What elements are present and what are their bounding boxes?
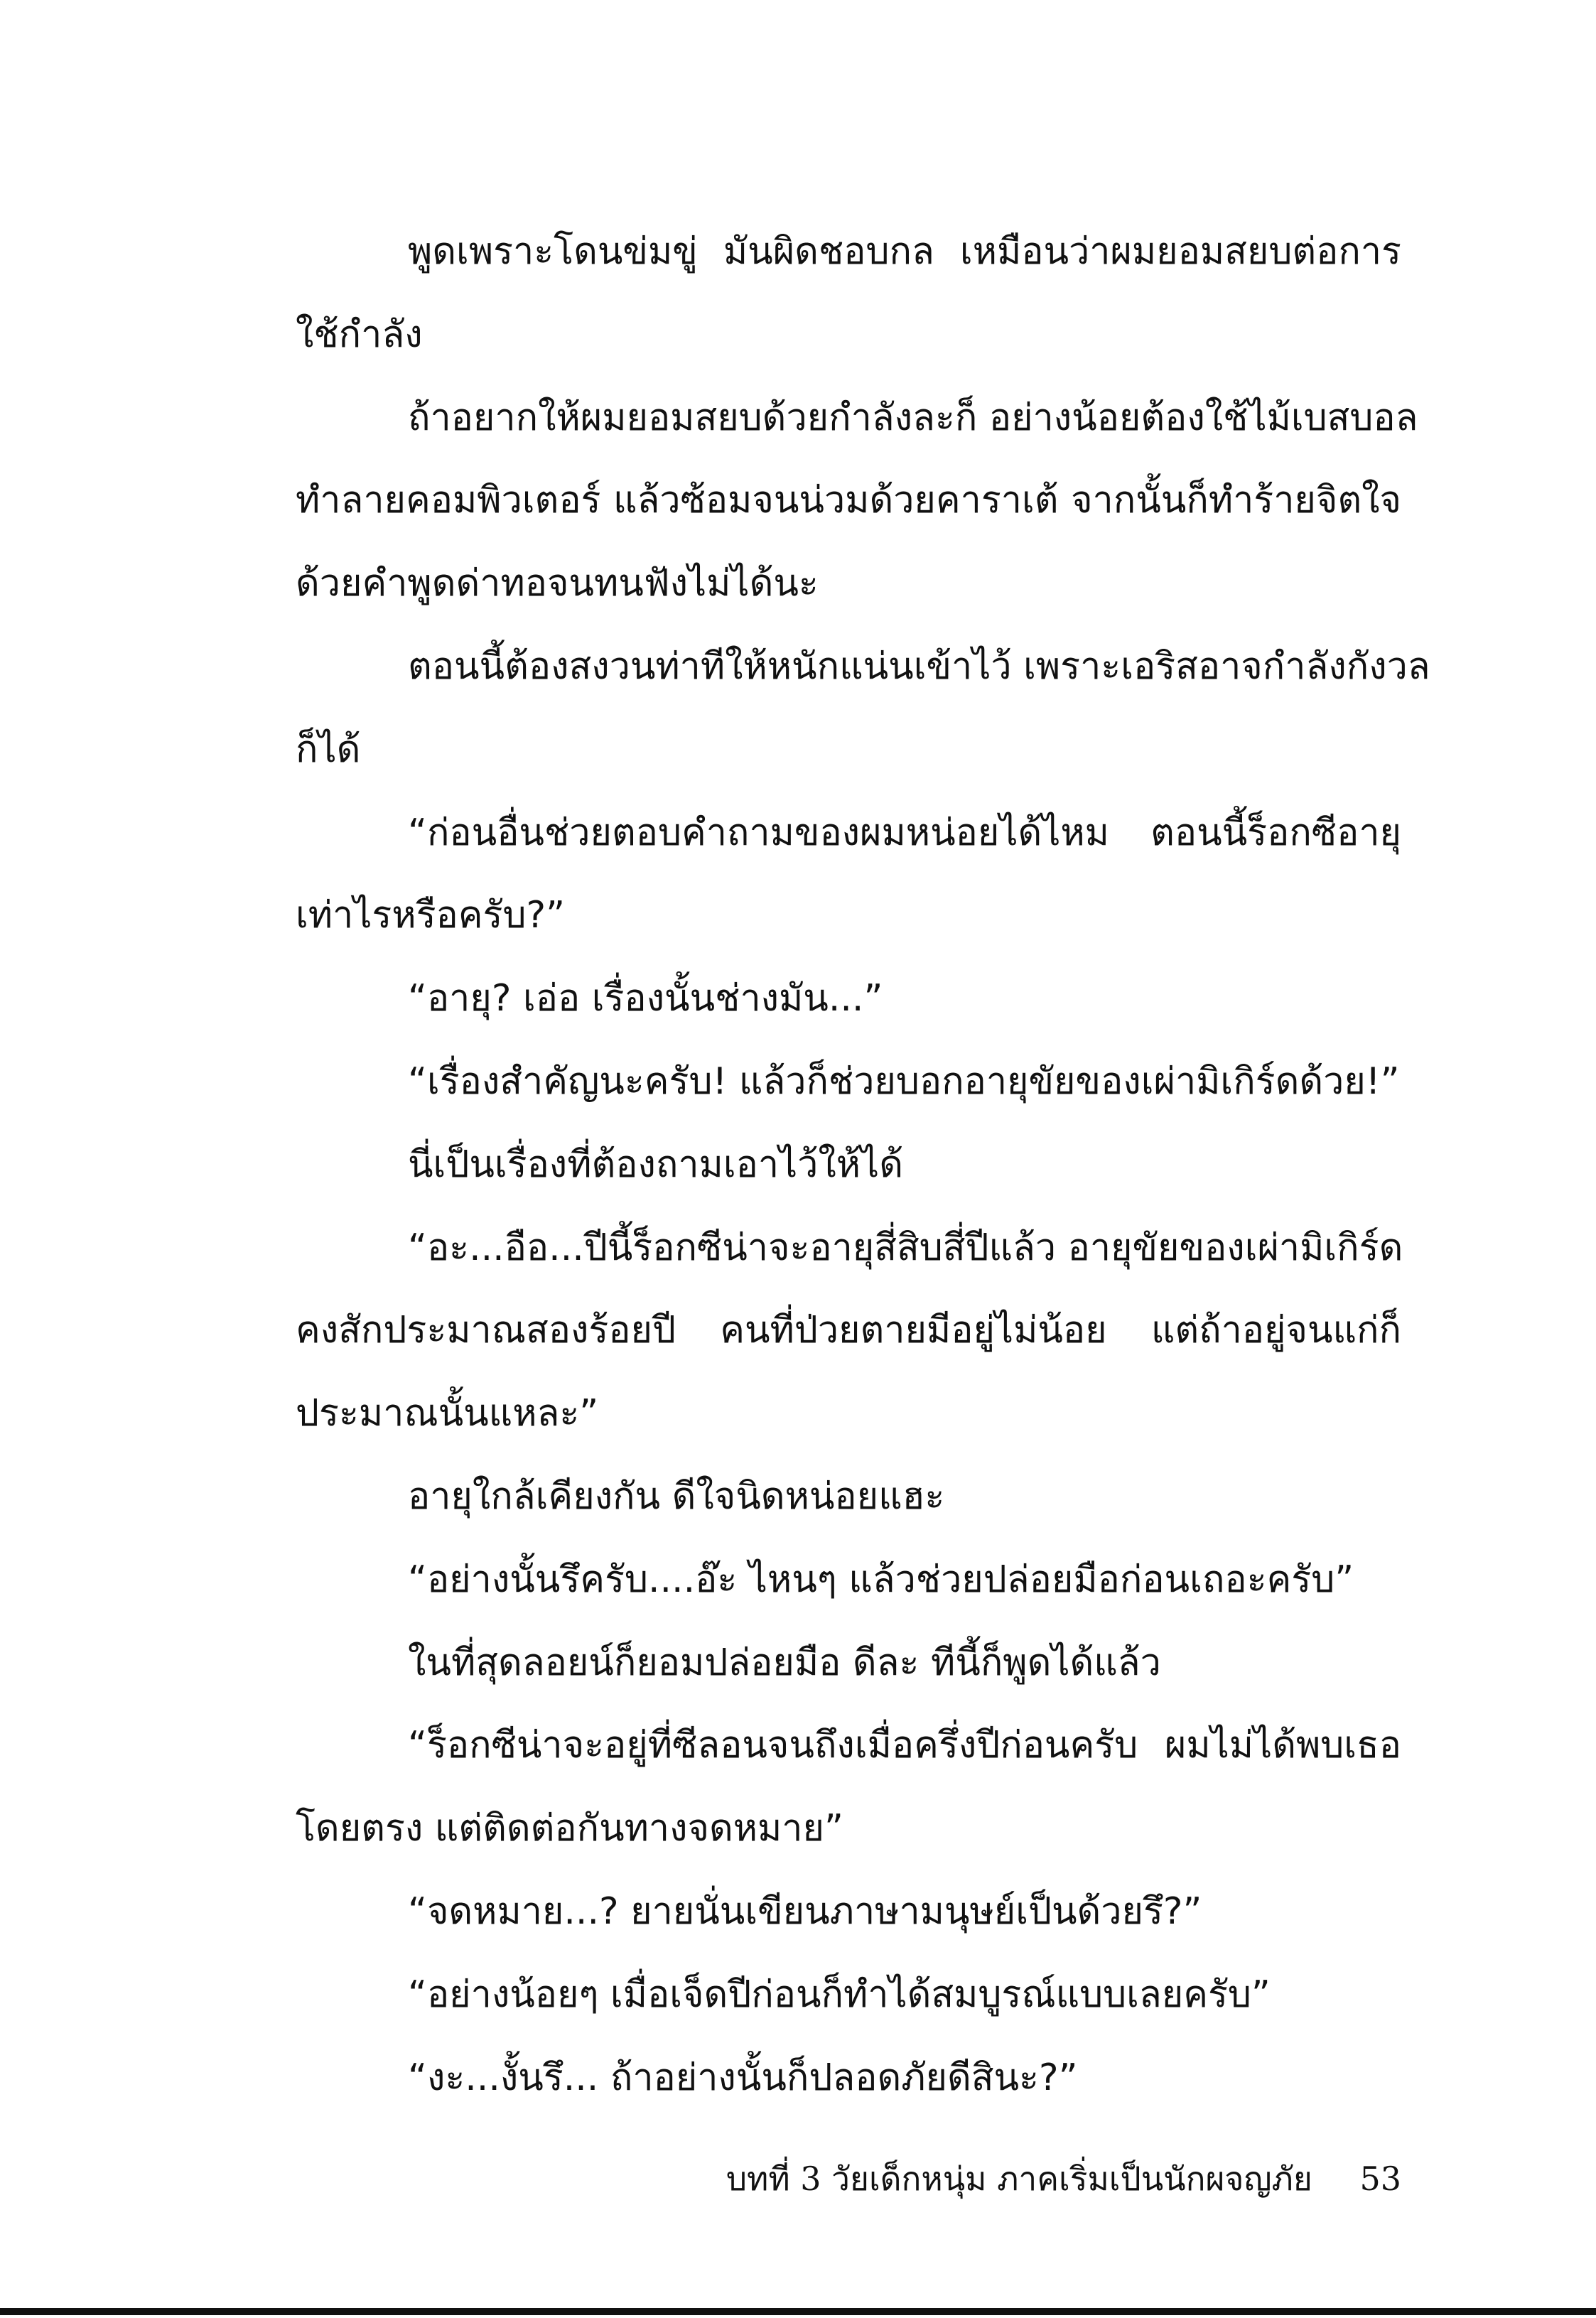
text-line: โดยตรง แต่ติดต่อกันทางจดหมาย” <box>296 1807 843 1850</box>
running-head: บทที่ 3 วัยเด็กหนุ่ม ภาคเริ่มเป็นนักผจญภัย <box>726 2160 1312 2198</box>
text-line: “งะ...งั้นรึ... ถ้าอย่างนั้นก็ปลอดภัยดีสินะ?” <box>408 2056 1078 2099</box>
text-line: นี่เป็นเรื่องที่ต้องถามเอาไว้ให้ได้ <box>408 1143 903 1186</box>
bottom-border-rule <box>0 2308 1596 2315</box>
text-line: “เรื่องสำคัญนะครับ! แล้วก็ช่วยบอกอายุขัยของเผ่ามิเกิร์ดด้วย!” <box>408 1060 1400 1103</box>
text-line: “อายุ? เอ่อ เรื่องนั้นช่างมัน...” <box>408 977 883 1020</box>
text-line: ก็ได้ <box>296 728 361 771</box>
text-line: “อย่างนั้นรึครับ....อ๊ะ ไหนๆ แล้วช่วยปล่อยมือก่อนเถอะครับ” <box>408 1558 1354 1601</box>
text-line: คงสักประมาณสองร้อยปี คนที่ป่วยตายมีอยู่ไม่น้อย แต่ถ้าอยู่จนแก่ก็ <box>296 1309 1401 1352</box>
text-line: ถ้าอยากให้ผมยอมสยบด้วยกำลังละก็ อย่างน้อยต้องใช้ไม้เบสบอล <box>408 396 1418 439</box>
text-line: อายุใกล้เคียงกัน ดีใจนิดหน่อยแฮะ <box>408 1475 945 1518</box>
text-line: “ร็อกซีน่าจะอยู่ที่ซีลอนจนถึงเมื่อครึ่งปีก่อนครับ ผมไม่ได้พบเธอ <box>408 1724 1401 1767</box>
body-text <box>296 210 1430 2119</box>
text-line: “อะ...อือ...ปีนี้ร็อกซีน่าจะอายุสี่สิบสี่ปีแล้ว อายุขัยของเผ่ามิเกิร์ด <box>408 1226 1403 1269</box>
text-line: ตอนนี้ต้องสงวนท่าทีให้หนักแน่นเข้าไว้ เพราะเอริสอาจกำลังกังวล <box>408 645 1430 688</box>
text-line: “อย่างน้อยๆ เมื่อเจ็ดปีก่อนก็ทำได้สมบูรณ์แบบเลยครับ” <box>408 1973 1271 2016</box>
text-line: ทำลายคอมพิวเตอร์ แล้วซ้อมจนน่วมด้วยคาราเต้ จากนั้นก็ทำร้ายจิตใจ <box>296 479 1401 522</box>
text-line: ใช้กำลัง <box>296 313 423 356</box>
page-number: 53 <box>1359 2160 1401 2198</box>
text-line: ด้วยคำพูดด่าทอจนทนฟังไม่ได้นะ <box>296 562 819 605</box>
text-line: ในที่สุดลอยน์ก็ยอมปล่อยมือ ดีละ ทีนี้ก็พูดได้แล้ว <box>408 1641 1161 1684</box>
text-line: ประมาณนั้นแหละ” <box>296 1392 599 1435</box>
text-line: “ก่อนอื่นช่วยตอบคำถามของผมหน่อยได้ไหม ตอนนี้ร็อกซีอายุ <box>408 811 1401 854</box>
text-line: เท่าไรหรือครับ?” <box>296 894 566 937</box>
text-line: “จดหมาย...? ยายนั่นเขียนภาษามนุษย์เป็นด้วยรึ?” <box>408 1890 1202 1933</box>
page-footer <box>726 2150 1401 2207</box>
text-line: พูดเพราะโดนข่มขู่ มันผิดชอบกล เหมือนว่าผมยอมสยบต่อการ <box>408 230 1401 273</box>
